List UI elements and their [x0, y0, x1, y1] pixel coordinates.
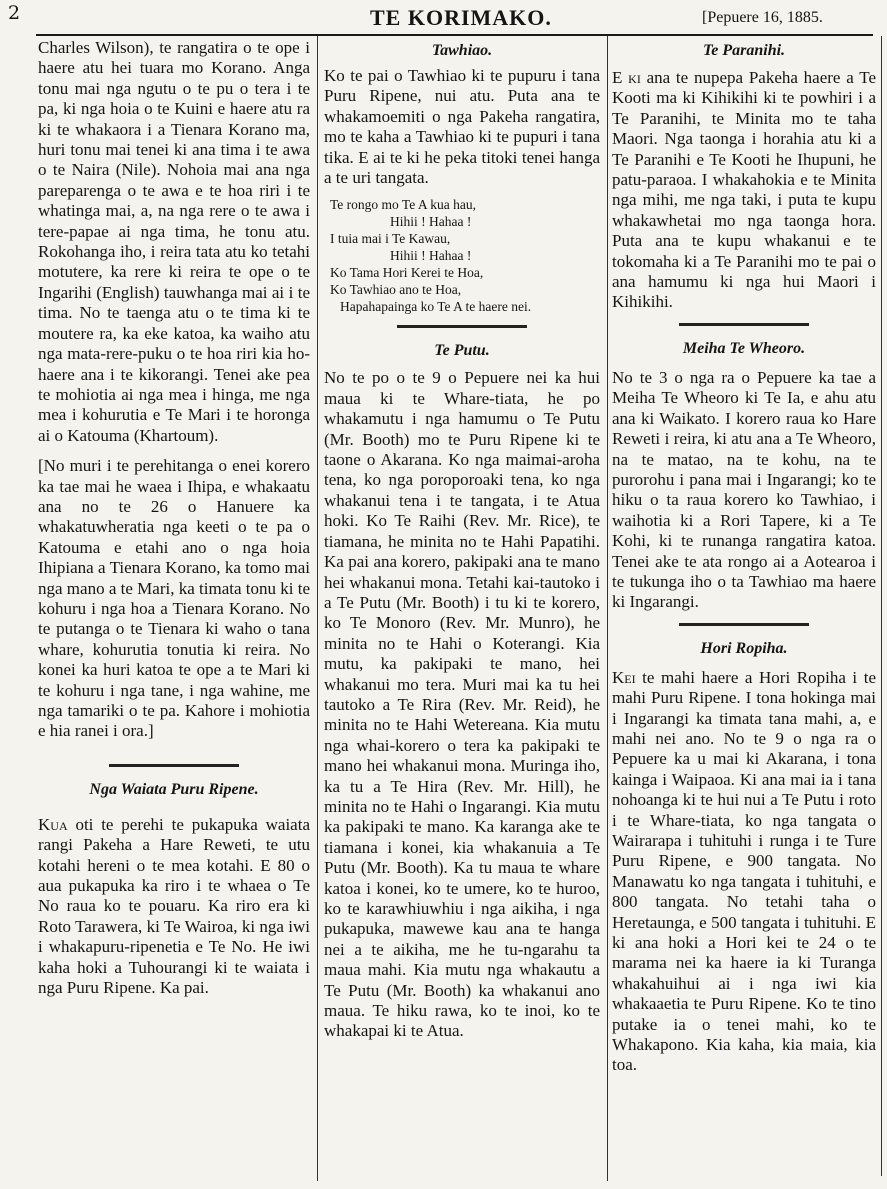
column-divider: [317, 36, 318, 1181]
article-body: ana te nupepa Pakeha haere a Te Kooti ma ki Kihikihi ki te powhiri i a Te Paranihi, te Minita mo te taha Maori. Nga taonga i horahia atu ki a Te Paranihi e Te Kooti he Ihupuni, he patu-paraoa. I whakahokia e te Minita nga mihi, me nga taki, i puta te kupu whakawhetai mo nga taonga hora. Puta ana te kupu whakanui e te tokomaha ki a Te Paranihi mo te pai o ana hamumu ki nga hui Maori i Kihikihi.: [612, 68, 876, 312]
poem-line: Ko Tama Hori Kerei te Hoa,: [330, 265, 484, 281]
section-divider: [679, 323, 809, 326]
section-divider: [679, 623, 809, 626]
section-divider: [109, 764, 239, 767]
page-edge-rule: [881, 36, 882, 1176]
heading-tawhiao: Tawhiao.: [431, 42, 493, 59]
poem-line: Hihii ! Hahaa !: [390, 248, 472, 264]
article-nga-waiata: [38, 815, 310, 999]
masthead: [0, 0, 887, 36]
article-tawhiao: Ko te pai o Tawhiao ki te pupuru i tana Puru Ripene, nui atu. Puta ana te whakamoemiti o nga Pakeha rangatira, mo te kaha a Tawhiao ki te pupuri i tana tika. E ai te ki he peka titoki tenei hanga a te uri tangata.: [324, 66, 600, 188]
masthead-rule: [36, 34, 873, 36]
heading-hori-ropiha: Hori Ropiha.: [700, 639, 788, 657]
article-body: te mahi haere a Hori Ropiha i te mahi Puru Ripene. I tona hokinga mai i Ingarangi ka timata tana mahi, a, e mahi nei ano. No te 9 o nga ra o Pepuere ka u mai ki Akarana, i tona kainga i Waipaoa. Ki ana mai ia i tana nohoanga ki te hui nui a Te Putu i roto i te Whare-tiata, ko nga tangata o Wairarapa i tuhituhi i runga i te Ture Puru Ripene, e 900 tangata. No Manawatu ko nga tangata i tuhituhi, e 800 tangata. No tetahi taha o Heretaunga, e 500 tangata i tuhituhi. E ki ana hoki a Hori kei te 24 o te marama nei ka haere ia ki Turanga whakahuihui ai i nga iwi kia whakaaetia te Puru Ripene. Ko te tino putake ia o tenei mahi, ko te Whakapono. Kia kaha, kia maia, kia toa.: [612, 667, 876, 1075]
drop-cap-word: Kei: [612, 667, 636, 687]
column-2: [324, 38, 600, 1042]
poem-line: Hihii ! Hahaa !: [390, 214, 472, 230]
drop-cap-word: E ki: [612, 68, 641, 87]
column-divider: [607, 36, 608, 1181]
article-te-putu: No te po o te 9 o Pepuere nei ka hui maua ki te Whare-tiata, he po whakamutu i nga hamumu o Te Putu (Mr. Booth) mo te Puru Ripene ki te taone o Akarana. Ko nga maimai-aroha tena, ko nga poroporoaki tena, ko nga whakanui tena i te tangata, i te Atua hoki. Ko Te Raihi (Rev. Mr. Rice), te tiamana, he minita no te Hahi Papatihi. Ka pai ana korero, pakipaki ana te mano hei whakanui mona. Tetahi kai-tautoko i a Te Putu (Mr. Booth) i tu ki te korero, ko Te Monoro (Rev. Mr. Munro), he minita no te Hahi o Koterangi. Kia mutu, ka pakipaki te mano, hei whakanui mo tera. Muri mai ka tu hei tautoko a Te Rira (Rev. Mr. Reid), he minita no te Hahi Wetereana. Kia mutu nga whai-korero o tera ka pakipaki te mano hei whakanui mona. Muringa iho, ka tu a Te Hira (Rev. Mr. Hill), he minita no te Hahi o Ingarangi. Kia mutu ka pakipaki te mano. Ka karanga ake te tiamana i konei, kia whakanuia a Te Putu (Mr. Booth). Ka tu maua te whare katoa i konei, ko te umere, ko te huroo, ko te karawhiuwhiu i nga aikiha, i nga pukapuka, mawewe kau ana te hanga nei a te aikiha, me he tu-ngarahu ta maua mahi. Kia mutu nga whakautu a Te Putu (Mr. Booth) ka whakanui ano maua. Te hiku rawa, ko te inoi, ko te whakapai ki te Atua.: [324, 368, 600, 1041]
poem-line: Te rongo mo Te A kua hau,: [330, 197, 476, 213]
page-number: 2: [8, 2, 21, 24]
drop-cap-word: Kua: [38, 814, 68, 834]
article-te-paranihi: [612, 68, 876, 313]
newspaper-title: TE KORIMAKO.: [370, 5, 552, 30]
article-continuation: Charles Wilson), te rangatira o te ope i haere atu hei tuara mo Korano. Anga tonu mai nga ngutu o te pu o tera i te pa, ki nga hoia o te Kuini e haere atu ra ki te whakaora i a Tienara Korano ma, huri tonu mai tenei ki ana tima i te awa o te Naira (Nile). Nohoia mai ana nga pareparenga o te awa e te hoa riri i te whatinga mai, a, na nga rere o te awa i tere-papae ai nga tima, he tonu atu. Rokohanga iho, i reira tata atu ko tetahi motutere, ka rere ki reira te ope o te Ingarihi (English) tauwhanga mai ai i te tima. No te taenga atu o te tima ki te moutere ra, ka eke katoa, ka waiho atu nga mata-rere-puku o te hoa riri kia ho-haere ana i te kikorangi. Tenei ake pea te mohiotia ai nga mea i hinga, me nga mea i kohurutia e Te Mari i te horonga ai o Katouma (Khartoum).: [38, 38, 310, 445]
column-3: [612, 38, 876, 1076]
heading-meiha-te-wheoro: Meiha Te Wheoro.: [682, 339, 806, 357]
heading-te-paranihi: Te Paranihi.: [702, 42, 786, 59]
heading-nga-waiata: Nga Waiata Puru Ripene.: [89, 780, 259, 798]
poem-line: Hapahapainga ko Te A te haere nei.: [340, 299, 532, 315]
poem-line: I tuia mai i Te Kawau,: [330, 231, 451, 247]
poem: [330, 196, 600, 315]
heading-te-putu: Te Putu.: [434, 342, 490, 360]
column-1: [38, 38, 310, 998]
section-divider: [397, 325, 527, 328]
bracketed-note: [No muri i te perehitanga o enei korero ka tae mai he waea i Ihipa, e whakaatu ana no te 26 o Hanuere ka whakatuwheratia nga keeti o te pa o Katouma e etahi ano o nga hoia Ihipiana a Tienara Korano, ka tomo mai nga mano a te Mari, ka timata tonu ki te kohuru i nga hoa a Tienara Korano. No te putanga o te Tienara ki waho o tana whare, kohurutia tonutia ki reira. No konei ka huri katoa te ope a te Mari ki te kohuru i nga tane, i nga wahine, me nga tamariki o te pa. Kahore i mohiotia e hia ranei i ora.]: [38, 456, 310, 741]
issue-date: [Pepuere 16, 1885.: [702, 9, 823, 26]
article-body: oti te perehi te pukapuka waiata rangi Pakeha a Hare Reweti, te utu kotahi hereni o te mea kotahi. E 80 o aua pukapuka ka riro i te whaea o Te No raua ko te pouaru. Ka riro era ki Roto Tarawera, ki Te Wairoa, ki nga iwi i whakapuru-ripenetia e Te No. He iwi kaha hoki a Tuhourangi ki te waiata i nga Puru Ripene. Ka pai.: [38, 814, 310, 998]
article-meiha-te-wheoro: No te 3 o nga ra o Pepuere ka tae a Meiha Te Wheoro ki Te Ia, e ahu atu ana ki Waikato. I korero raua ko Hare Reweti i reira, ki atu ana a Te Wheoro, na te matao, na te kohu, na te purorohu i pana mai i Ingarangi; ko te hiku o ta raua korero ko Tawhiao, i waihotia ki a Rori Tapere, ki a Te Kohi, ki te runanga rangatira katoa. Tenei ake te ata rongo ai a Aotearoa i te tukunga iho o ta Tawhiao ma haere ki Ingarangi.: [612, 367, 876, 612]
poem-line: Ko Tawhiao ano te Hoa,: [330, 282, 462, 298]
article-hori-ropiha: [612, 668, 876, 1076]
